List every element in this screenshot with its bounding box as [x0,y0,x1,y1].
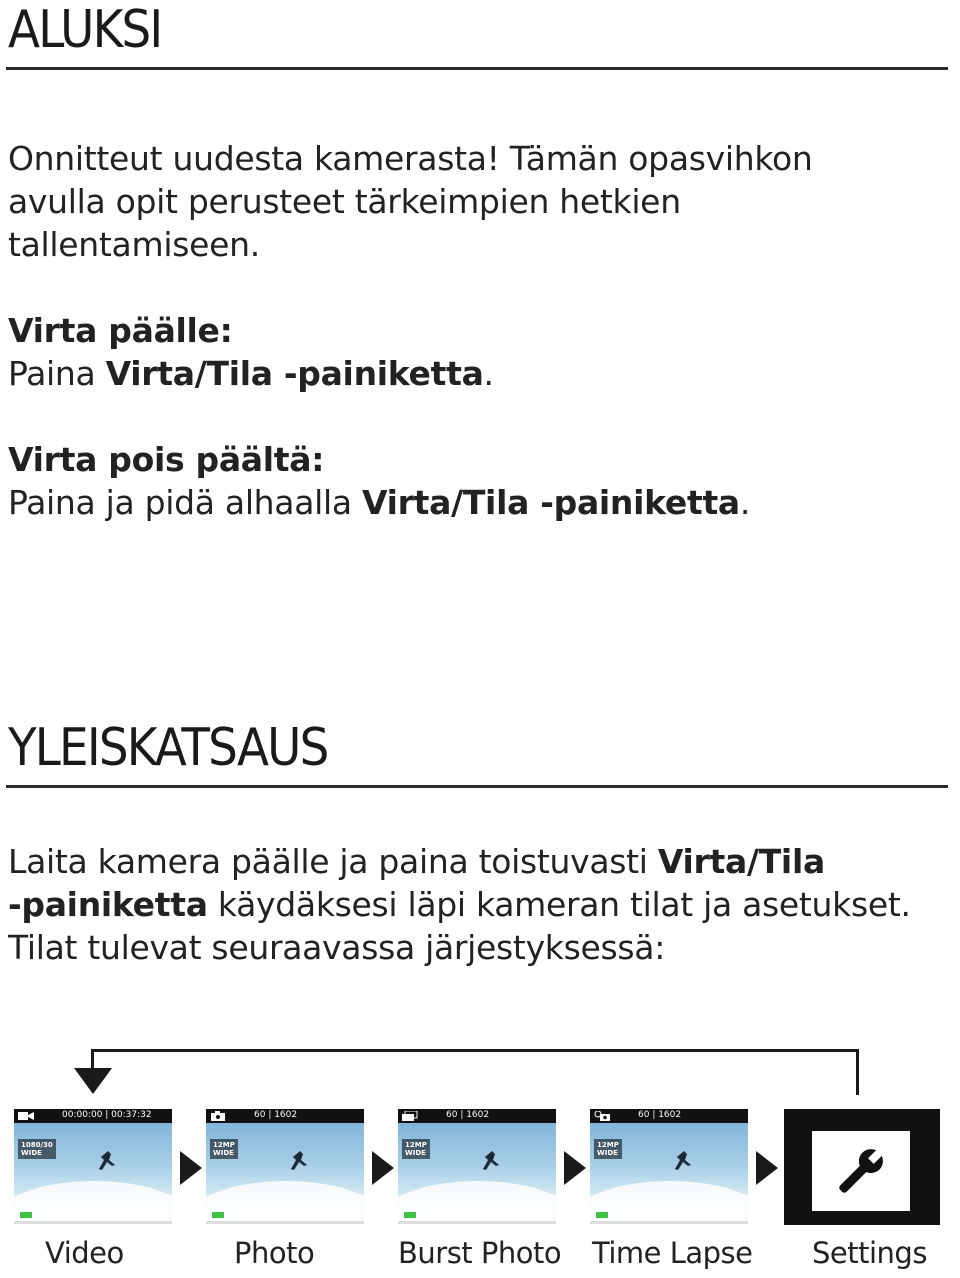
power-mode-button-ref: Virta/Tila -painiketta [105,354,484,393]
arrow-down-icon [74,1068,112,1094]
power-on-title: Virta päälle: [8,311,233,350]
skier-image [288,1149,312,1175]
mode-label-time-lapse: Time Lapse [592,1236,753,1270]
recording-counter: 00:00:00 | 00:37:32 [62,1110,152,1120]
photo-camera-icon [210,1111,226,1121]
photo-counter: 60 | 1602 [638,1110,682,1120]
power-off-title: Virta pois päältä: [8,440,325,479]
mode-label-video: Video [45,1236,124,1270]
video-camera-icon [18,1111,34,1121]
punctuation: . [739,483,751,522]
burst-photo-icon [402,1111,418,1121]
wrench-icon [812,1131,910,1211]
power-mode-button-ref: -painiketta [8,885,208,924]
heading-rule [6,67,948,70]
loop-line-right [856,1049,859,1095]
video-mode-screen [14,1109,172,1224]
section-heading-aluksi: ALUKSI [8,0,162,60]
overview-text: Laita kamera päälle ja paina toistuvasti [8,842,658,881]
overview-text: Tilat tulevat seuraavassa järjestyksessä: [8,928,666,967]
time-lapse-icon [594,1111,610,1121]
intro-line: avulla opit perusteet tärkeimpien hetkien [8,182,681,221]
power-off-instruction [8,438,750,524]
intro-line: tallentamiseen. [8,225,260,264]
section-heading-yleiskatsaus: YLEISKATSAUS [8,718,328,778]
resolution-badge: 1080/30 WIDE [18,1139,56,1159]
next-arrow-icon [180,1151,202,1185]
mode-label-settings: Settings [812,1236,927,1270]
next-arrow-icon [564,1151,586,1185]
photo-mode-screen [206,1109,364,1224]
overview-text: käydäksesi läpi kameran tilat ja asetukset. [207,885,911,924]
mode-label-photo: Photo [234,1236,315,1270]
battery-icon [404,1212,416,1218]
overview-paragraph [8,840,911,969]
next-arrow-icon [756,1151,778,1185]
heading-rule [6,785,948,788]
resolution-badge: 12MP WIDE [594,1139,622,1159]
skier-image [96,1149,120,1175]
loop-line-top [91,1049,859,1052]
intro-paragraph [8,137,813,266]
photo-counter: 60 | 1602 [446,1110,490,1120]
intro-line: Onnitteut uudesta kamerasta! Tämän opasvihkon [8,139,813,178]
power-mode-button-ref: Virta/Tila -painiketta [362,483,740,522]
resolution-badge: 12MP WIDE [210,1139,238,1159]
power-off-text: Paina ja pidä alhaalla [8,483,362,522]
battery-icon [212,1212,224,1218]
skier-image [480,1149,504,1175]
resolution-badge: 12MP WIDE [402,1139,430,1159]
next-arrow-icon [372,1151,394,1185]
power-on-text: Paina [8,354,106,393]
mode-label-burst-photo: Burst Photo [398,1236,562,1270]
photo-counter: 60 | 1602 [254,1110,298,1120]
power-mode-button-ref: Virta/Tila [657,842,825,881]
battery-icon [20,1212,32,1218]
punctuation: . [483,354,494,393]
time-lapse-mode-screen [590,1109,748,1224]
skier-image [672,1149,696,1175]
power-on-instruction [8,309,494,395]
burst-photo-mode-screen [398,1109,556,1224]
settings-mode-screen [784,1109,940,1225]
battery-icon [596,1212,608,1218]
